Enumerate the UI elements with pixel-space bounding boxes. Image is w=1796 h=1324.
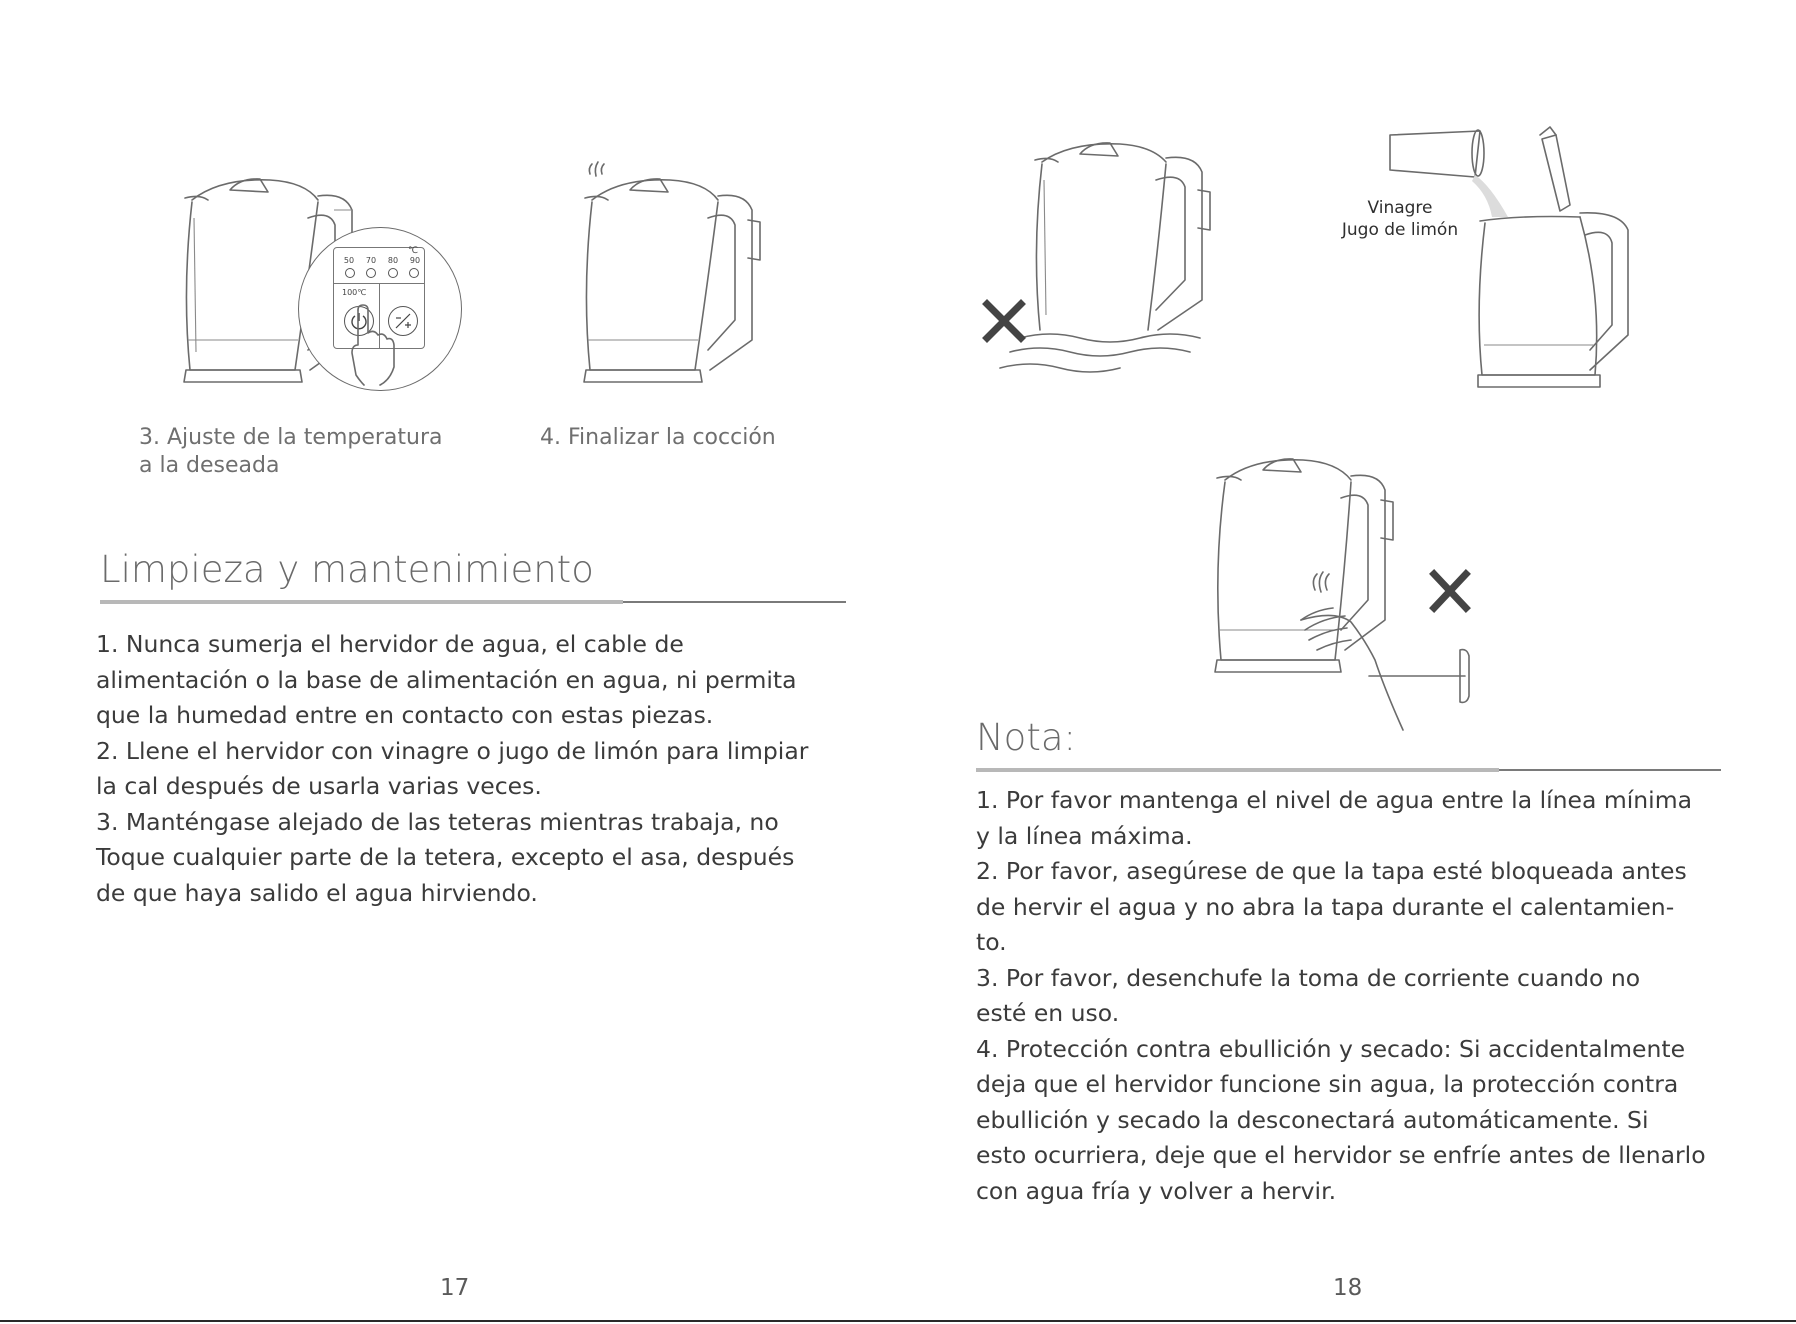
temp-indicator-50[interactable] bbox=[345, 268, 355, 278]
paragraph-line: de que haya salido el agua hirviendo. bbox=[96, 878, 538, 907]
finger-icon bbox=[350, 305, 400, 385]
paragraph-line: alimentación o la base de alimentación en agua, ni permita bbox=[96, 665, 797, 694]
paragraph-line: 2. Llene el hervidor con vinagre o jugo de limón para limpiar bbox=[96, 736, 809, 765]
paragraph-line: que la humedad entre en contacto con estas piezas. bbox=[96, 701, 714, 729]
temp-label-70: 70 bbox=[365, 256, 377, 265]
section-divider-note bbox=[976, 768, 1721, 772]
kettle-illustration-no-immersion bbox=[980, 140, 1240, 380]
note-instructions bbox=[976, 783, 1756, 1209]
paragraph-line: con agua fría y volver a hervir. bbox=[976, 1176, 1337, 1205]
x-mark-icon bbox=[1430, 570, 1470, 612]
paragraph-line: deja que el hervidor funcione sin agua, la protección contra bbox=[976, 1070, 1679, 1098]
page-number-left: 17 bbox=[440, 1275, 470, 1301]
section-title-note: Nota: bbox=[976, 716, 1076, 759]
temp-indicator-90[interactable] bbox=[409, 268, 419, 278]
temp-label-80: 80 bbox=[387, 256, 399, 265]
paragraph-line: 2. Por favor, asegúrese de que la tapa esté bloqueada antes bbox=[976, 857, 1687, 885]
paragraph-line: 3. Por favor, desenchufe la toma de corriente cuando no bbox=[976, 963, 1641, 992]
vinegar-label: Vinagre Jugo de limón bbox=[1341, 198, 1459, 240]
paragraph-line: Toque cualquier parte de la tetera, excepto el asa, después bbox=[96, 843, 795, 871]
temperature-unit: ℃ bbox=[408, 246, 419, 256]
paragraph-line: 1. Por favor mantenga el nivel de agua entre la línea mínima bbox=[976, 786, 1692, 814]
temp-label-50: 50 bbox=[343, 256, 355, 265]
boil-temperature-label: 100℃ bbox=[342, 288, 367, 297]
paragraph-line: ebullición y secado la desconectará automáticamente. Si bbox=[976, 1105, 1649, 1134]
x-mark-icon bbox=[983, 300, 1025, 342]
paragraph-line: esté en uso. bbox=[976, 999, 1120, 1027]
temp-label-90: 90 bbox=[409, 256, 421, 265]
step-caption-finish: 4. Finalizar la cocción bbox=[540, 425, 776, 450]
paragraph-line: la cal después de usarla varias veces. bbox=[96, 772, 542, 800]
paragraph-line: y la línea máxima. bbox=[976, 821, 1193, 850]
paragraph-line: de hervir el agua y no abra la tapa durante el calentamien- bbox=[976, 892, 1675, 921]
page-bottom-border bbox=[0, 1320, 1796, 1322]
paragraph-line: to. bbox=[976, 928, 1007, 956]
page-number-right: 18 bbox=[1333, 1275, 1363, 1301]
temp-indicator-80[interactable] bbox=[388, 268, 398, 278]
paragraph-line: 4. Protección contra ebullición y secado: Si accidentalmente bbox=[976, 1034, 1686, 1063]
kettle-illustration-finished bbox=[580, 160, 780, 400]
paragraph-line: 1. Nunca sumerja el hervidor de agua, el cable de bbox=[96, 630, 684, 658]
cleaning-instructions bbox=[96, 627, 856, 911]
paragraph-line: esto ocurriera, deje que el hervidor se enfríe antes de llenarlo bbox=[976, 1141, 1706, 1169]
step-caption-temperature: 3. Ajuste de la temperatura a la deseada bbox=[139, 425, 443, 478]
section-title-cleaning: Limpieza y mantenimiento bbox=[100, 548, 594, 591]
kettle-illustration-descaling bbox=[1380, 125, 1640, 395]
temp-indicator-70[interactable] bbox=[366, 268, 376, 278]
section-divider-cleaning bbox=[100, 600, 846, 604]
paragraph-line: 3. Manténgase alejado de las teteras mientras trabaja, no bbox=[96, 807, 779, 836]
